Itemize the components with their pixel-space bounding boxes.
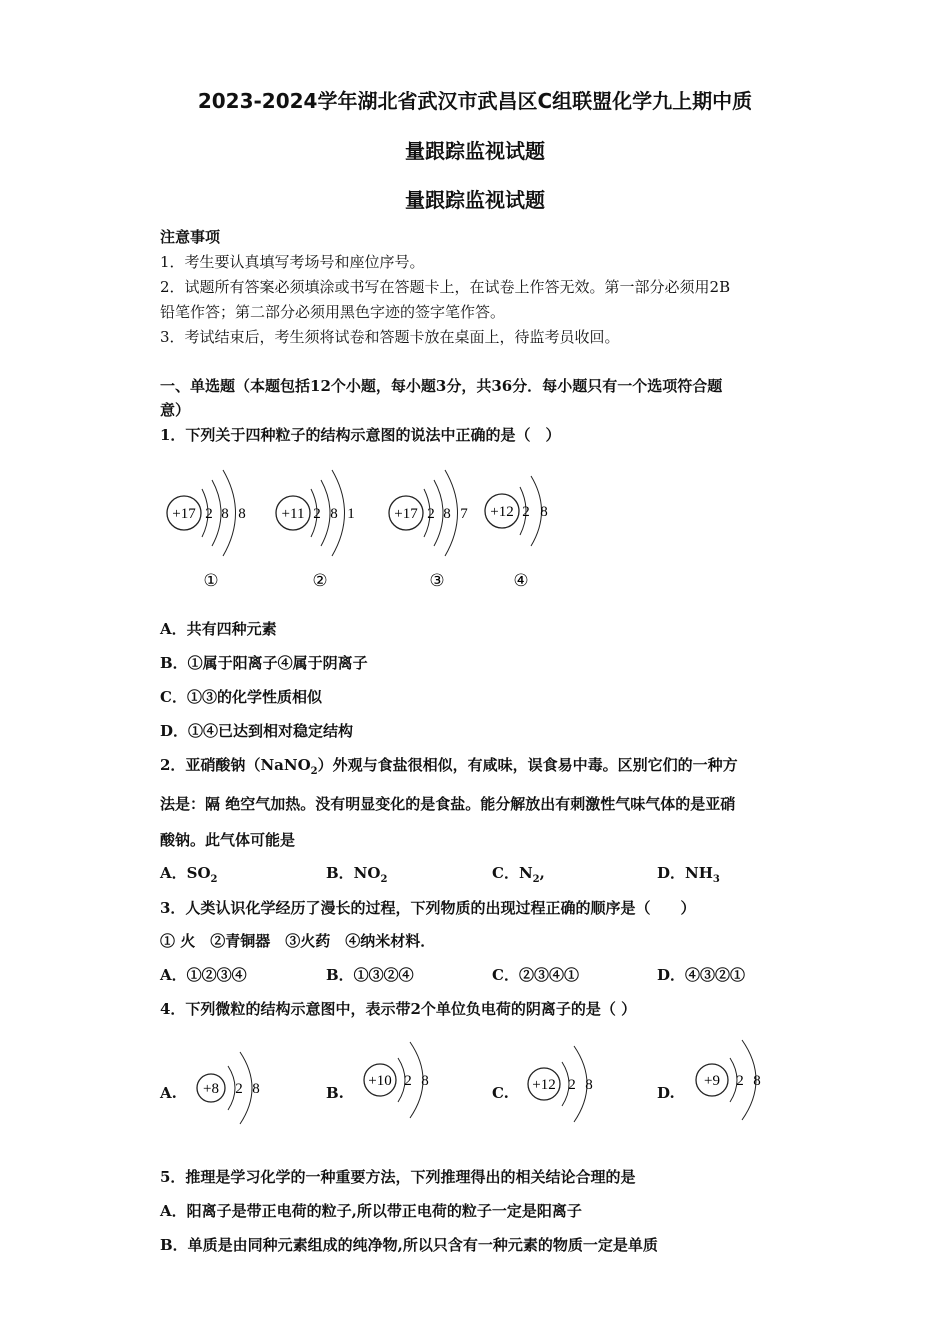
- shell-electrons: 2: [205, 506, 213, 522]
- shell-electrons: 8: [330, 506, 338, 522]
- option-subscript: 2: [210, 874, 218, 885]
- q1-option-d: D．①④已达到相对稳定结构: [160, 722, 354, 740]
- q1-stem: 1．下列关于四种粒子的结构示意图的说法中正确的是（ ）: [160, 426, 561, 444]
- nucleus-charge: +17: [172, 506, 196, 522]
- q3-option-c: C．②③④①: [492, 966, 579, 984]
- shell-electrons: 2: [427, 506, 435, 522]
- shell-electrons: 8: [585, 1077, 593, 1093]
- diagram-label: ③: [429, 571, 445, 590]
- electron-shell: [228, 1066, 235, 1110]
- option-subscript: 3: [712, 874, 720, 885]
- shell-electrons: 7: [460, 506, 468, 522]
- q4-option-d-label: D.: [657, 1084, 675, 1102]
- q2-stem-line1: [160, 755, 738, 782]
- electron-shell: [434, 480, 443, 546]
- atom-diagram-3: [389, 470, 468, 556]
- nucleus-charge: +12: [490, 504, 514, 520]
- title-line-1: 2023-2024学年湖北省武汉市武昌区C组联盟化学九上期中质: [197, 89, 753, 113]
- nucleus-charge: +17: [394, 506, 418, 522]
- option-text: D．NH: [657, 864, 713, 882]
- section-heading: 一、单选题（本题包括12个小题，每小题3分，共36分．每小题只有一个选项符合题: [160, 377, 723, 395]
- option-subscript: 2: [380, 874, 388, 885]
- q1-option-c: C．①③的化学性质相似: [160, 688, 322, 706]
- q1-option-b: B．①属于阳离子④属于阴离子: [160, 654, 368, 672]
- notice-item: 1．考生要认真填写考场号和座位序号。: [160, 253, 425, 271]
- option-text: C．N: [492, 864, 533, 882]
- diagram-label: ④: [513, 571, 529, 590]
- q3-items: ① 火 ②青铜器 ③火药 ④纳米材料．: [160, 932, 436, 950]
- q5-stem: 5．推理是学习化学的一种重要方法，下列推理得出的相关结论合理的是: [160, 1168, 636, 1186]
- shell-electrons: 2: [313, 506, 321, 522]
- q4-option-c-label: C.: [492, 1084, 509, 1102]
- q3-option-d: D．④③②①: [657, 966, 746, 984]
- section-heading-cont: 意）: [160, 401, 191, 419]
- option-text: B．NO: [326, 864, 381, 882]
- atom-diagram-4: [485, 476, 548, 546]
- shell-electrons: 8: [443, 506, 451, 522]
- shell-electrons: 8: [421, 1073, 429, 1089]
- shell-electrons: 8: [540, 504, 548, 520]
- q4-diagram-c: [520, 1036, 610, 1136]
- nucleus-charge: +10: [368, 1073, 392, 1089]
- nucleus-charge: +12: [532, 1077, 556, 1093]
- notice-item: 3．考试结束后，考生须将试卷和答题卡放在桌面上，待监考员收回。: [160, 328, 620, 346]
- q2-option-a: [160, 863, 218, 890]
- q2-subscript: 2: [310, 766, 318, 777]
- shell-electrons: 1: [347, 506, 355, 522]
- shell-electrons: 8: [221, 506, 229, 522]
- q1-diagrams: [150, 452, 570, 597]
- q2-option-c: [492, 863, 545, 890]
- title-line-3: 量跟踪监视试题: [405, 188, 545, 212]
- atom-diagram-2: [276, 470, 355, 556]
- q4-diagram-d: [690, 1032, 780, 1132]
- option-text: A．SO: [160, 864, 211, 882]
- q2-stem-line2: 法是：隔 绝空气加热。没有明显变化的是食盐。能分解放出有刺激性气味气体的是亚硝: [160, 795, 736, 813]
- option-text: ,: [539, 864, 545, 882]
- q2-text: 2．亚硝酸钠（NaNO: [160, 756, 311, 774]
- q3-option-a: A．①②③④: [160, 966, 247, 984]
- shell-electrons: 8: [238, 506, 246, 522]
- option-subscript: 2: [532, 874, 540, 885]
- q5-option-a: A．阳离子是带正电荷的粒子,所以带正电荷的粒子一定是阳离子: [160, 1202, 582, 1220]
- nucleus-charge: +9: [704, 1073, 720, 1089]
- shell-electrons: 8: [753, 1073, 761, 1089]
- electron-shell: [212, 480, 221, 546]
- q2-option-d: [657, 863, 720, 890]
- shell-electrons: 8: [252, 1081, 260, 1097]
- atom-diagram-1: [167, 470, 246, 556]
- notice-item: 铅笔作答；第二部分必须用黑色字迹的签字笔作答。: [160, 303, 506, 321]
- nucleus-charge: +8: [203, 1081, 219, 1097]
- q2-stem-line3: 酸钠。此气体可能是: [160, 831, 296, 849]
- diagram-label: ①: [203, 571, 219, 590]
- q4-option-b-label: B.: [326, 1084, 344, 1102]
- q2-text: ）外观与食盐很相似，有咸味，误食易中毒。区别它们的一种方: [317, 756, 738, 774]
- q3-stem: 3．人类认识化学经历了漫长的过程，下列物质的出现过程正确的顺序是（ ）: [160, 899, 696, 917]
- q1-option-a: A．共有四种元素: [160, 620, 277, 638]
- q5-option-b: B．单质是由同种元素组成的纯净物,所以只含有一种元素的物质一定是单质: [160, 1236, 658, 1254]
- q4-diagram-a: [190, 1040, 280, 1140]
- electron-shell: [321, 480, 330, 546]
- q4-diagram-b: [356, 1032, 446, 1132]
- title-line-2: 量跟踪监视试题: [405, 139, 545, 163]
- diagram-label: ②: [312, 571, 328, 590]
- q3-option-b: B．①③②④: [326, 966, 414, 984]
- shell-electrons: 2: [568, 1077, 576, 1093]
- shell-electrons: 2: [235, 1081, 243, 1097]
- q4-option-a-label: A.: [160, 1084, 177, 1102]
- q2-option-b: [326, 863, 387, 890]
- nucleus-charge: +11: [281, 506, 305, 522]
- notice-heading: 注意事项: [160, 228, 221, 246]
- shell-electrons: 2: [404, 1073, 412, 1089]
- notice-item: 2．试题所有答案必须填涂或书写在答题卡上，在试卷上作答无效。第一部分必须用2B: [160, 278, 731, 296]
- q4-stem: 4．下列微粒的结构示意图中，表示带2个单位负电荷的阴离子的是（ ）: [160, 1000, 637, 1018]
- shell-electrons: 2: [736, 1073, 744, 1089]
- shell-electrons: 2: [522, 504, 530, 520]
